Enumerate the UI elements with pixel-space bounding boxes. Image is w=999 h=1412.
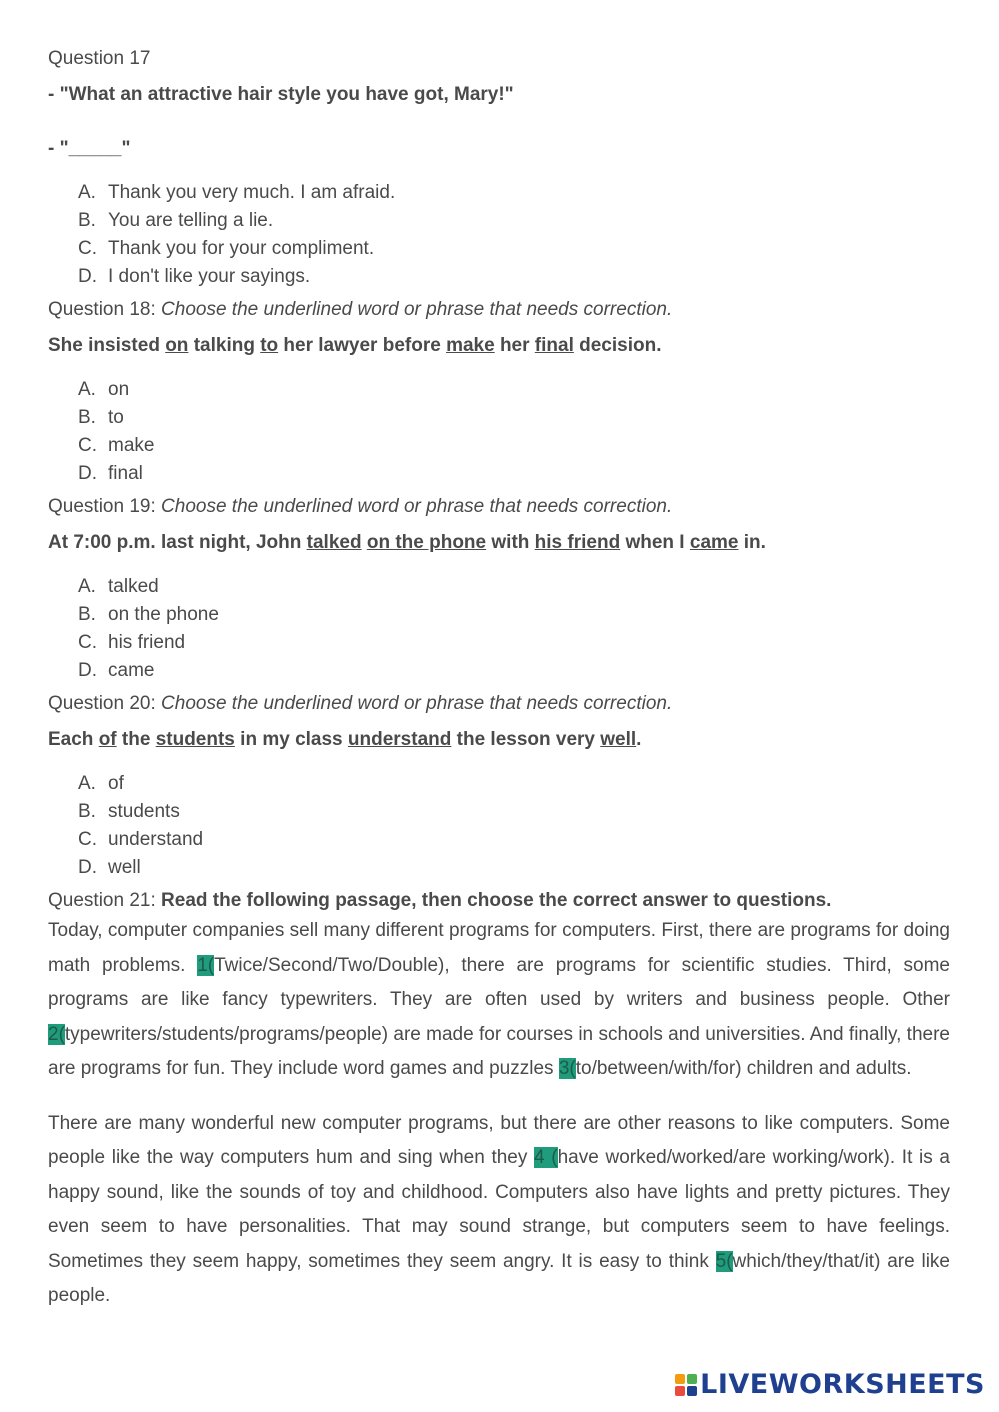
blank-5[interactable]: 5(: [715, 1250, 733, 1272]
question-18-instruction: Choose the underlined word or phrase that needs correction.: [161, 299, 673, 320]
option-c[interactable]: C. make: [78, 435, 155, 456]
option-c[interactable]: C. his friend: [78, 632, 186, 653]
passage-paragraph-1: Today, computer companies sell many different programs for computers. First, there are programs for doing math problems. 1(Twice/Second/Two/Double), there are programs for scientific studies. Third, some programs are like fancy typewriters. They are often used by writers and business people. Other 2(typewriters/students/programs/people) are made for courses in schools and universities. And finally, there are programs for fun. They include word games and puzzles 3(to/between/with/for) children and adults.: [48, 920, 950, 1079]
worksheet-page: [48, 46, 950, 1314]
blank-4[interactable]: 4 (: [534, 1147, 558, 1168]
liveworksheets-logo[interactable]: [675, 1369, 985, 1400]
question-19-instruction: Choose the underlined word or phrase that needs correction.: [161, 496, 673, 517]
logo-mark-icon: [675, 1374, 697, 1396]
option-d[interactable]: D. well: [78, 857, 141, 878]
option-a[interactable]: A. talked: [78, 576, 159, 597]
option-c[interactable]: C. Thank you for your compliment.: [78, 238, 375, 259]
question-19-title: Question 19: Choose the underlined word or phrase that needs correction.: [48, 496, 673, 517]
option-d[interactable]: D. final: [78, 463, 143, 484]
question-19-stem: At 7:00 p.m. last night, John talked on the phone with his friend when I came in.: [48, 532, 766, 553]
question-20-title: Question 20: Choose the underlined word or phrase that needs correction.: [48, 693, 673, 714]
blank-1[interactable]: 1(: [197, 954, 215, 976]
question-17-line-2: - "_____": [48, 138, 131, 159]
question-20-instruction: Choose the underlined word or phrase that needs correction.: [161, 693, 673, 714]
question-18-stem: She insisted on talking to her lawyer before make her final decision.: [48, 335, 662, 356]
question-20-stem: Each of the students in my class understand the lesson very well.: [48, 729, 642, 750]
question-20-options: [48, 770, 950, 882]
option-c[interactable]: C. understand: [78, 829, 204, 850]
option-d[interactable]: D. came: [78, 660, 155, 681]
question-21-title: Question 21: Read the following passage, then choose the correct answer to questions.: [48, 890, 832, 911]
question-21-instruction: Read the following passage, then choose the correct answer to questions.: [161, 890, 832, 911]
option-d[interactable]: D. I don't like your sayings.: [78, 266, 311, 287]
question-18-title: Question 18: Choose the underlined word or phrase that needs correction.: [48, 299, 673, 320]
option-b[interactable]: B. You are telling a lie.: [78, 210, 274, 231]
question-18-options: [48, 376, 950, 488]
question-19-options: [48, 573, 950, 685]
logo-text: LIVEWORKSHEETS: [700, 1369, 985, 1400]
question-17-options: [48, 179, 950, 291]
passage-paragraph-2: There are many wonderful new computer programs, but there are other reasons to like computers. Some people like the way computers hum and sing when they 4 (have worked/worked/are working/work). It is a happy sound, like the sounds of toy and childhood. Computers also have lights and pretty pictures. They even seem to have personalities. That may sound strange, but computers seem to have feelings. Sometimes they seem happy, sometimes they seem angry. It is easy to think 5(which/they/that/it) are like people.: [48, 1112, 950, 1306]
option-b[interactable]: B. on the phone: [78, 604, 219, 625]
blank-3[interactable]: 3(: [558, 1058, 576, 1079]
option-b[interactable]: B. students: [78, 801, 180, 822]
option-a[interactable]: A. of: [78, 773, 124, 794]
option-b[interactable]: B. to: [78, 407, 124, 428]
question-17-line-1: - "What an attractive hair style you have got, Mary!": [48, 84, 514, 105]
option-a[interactable]: A. Thank you very much. I am afraid.: [78, 182, 396, 203]
option-a[interactable]: A. on: [78, 379, 130, 400]
blank-2[interactable]: 2(: [48, 1023, 65, 1045]
question-17-title: Question 17: [48, 48, 151, 69]
